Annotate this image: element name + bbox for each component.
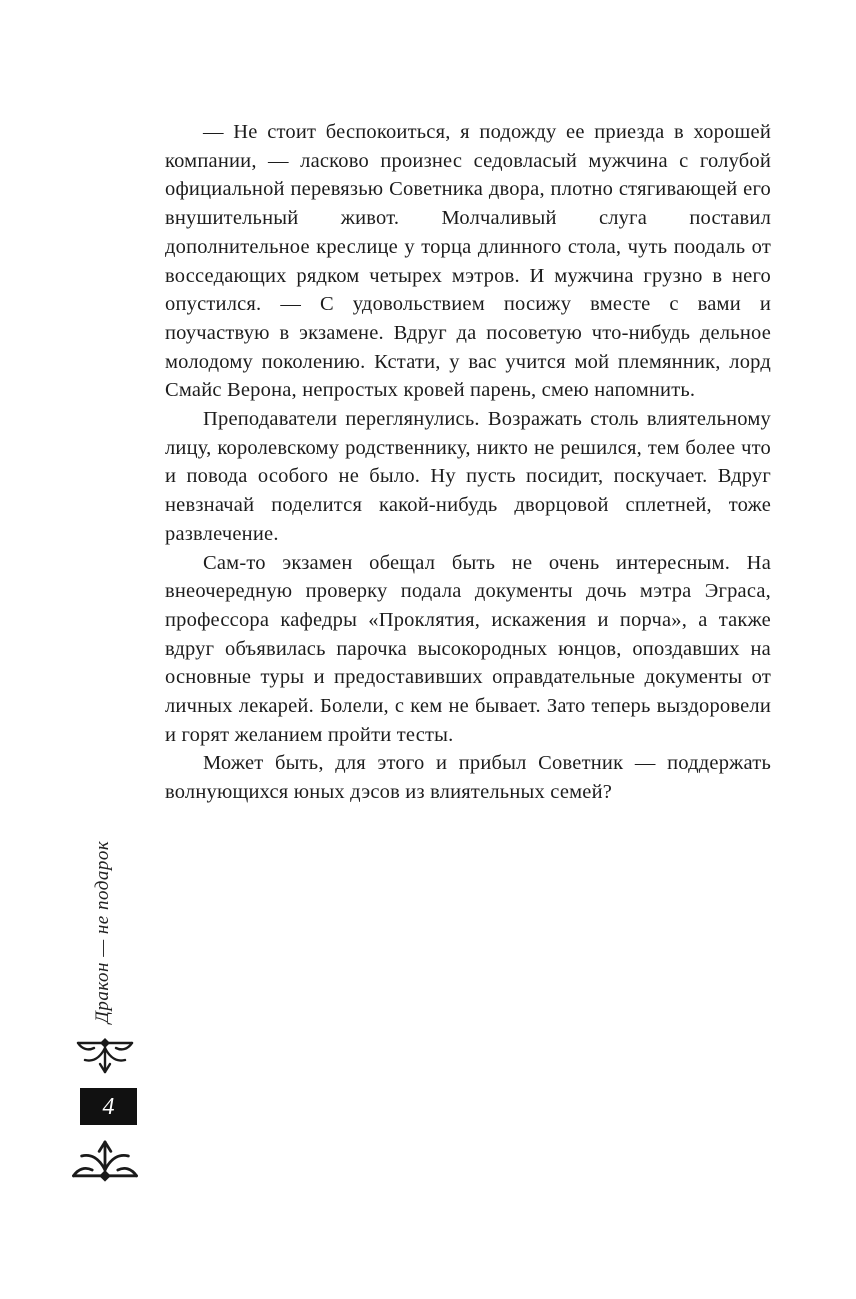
ornament-top-icon [70,1036,140,1084]
page-number: 4 [102,1093,115,1120]
paragraph-4: Может быть, для этого и прибыл Советник — поддержать волнующихся юных дэсов из влиятельных семей? [165,752,771,804]
paragraph-2: Преподаватели переглянулись. Возражать столь влиятельному лицу, королевскому родственнику, никто не решился, тем более что и повода особого не было. Ну пусть посидит, поскучает. Вдруг невзначай поделится какой-нибудь дворцовой сплетней, тоже развлечение. [165,408,771,545]
paragraph-3: Сам-то экзамен обещал быть не очень интересным. На внеочередную проверку подала документы дочь мэтра Эграса, профессора кафедры «Проклятия, искажения и порча», а также вдруг объявилась парочка высокородных юнцов, опоздавших на основные туры и предоставивших оправдательные документы от личных лекарей. Болели, с кем не бывает. Зато теперь выздоровели и горят желанием пройти тесты. [165,551,771,746]
paragraph-1: — Не стоит беспокоиться, я подожду ее приезда в хорошей компании, — ласково произнес седовласый мужчина с голубой официальной перевязью Советника двора, плотно стягивающей его внушительный живот. Молчаливый слуга поставил дополнительное креслице у торца длинного стола, чуть поодаль от восседающих рядком четырех мэтров. И мужчина грузно в него опустился. — С удовольствием посижу вместе с вами и поучаствую в экзамене. Вдруг да посоветую что-нибудь дельное молодому поколению. Кстати, у вас учится мой племянник, лорд Смайс Верона, непростых кровей парень, смею напомнить. [165,121,771,402]
book-title-vertical: Дракон — не подарок [92,840,113,1024]
page-number-badge [80,1088,137,1125]
ornament-bottom-icon [66,1128,144,1184]
body-text [165,118,771,807]
